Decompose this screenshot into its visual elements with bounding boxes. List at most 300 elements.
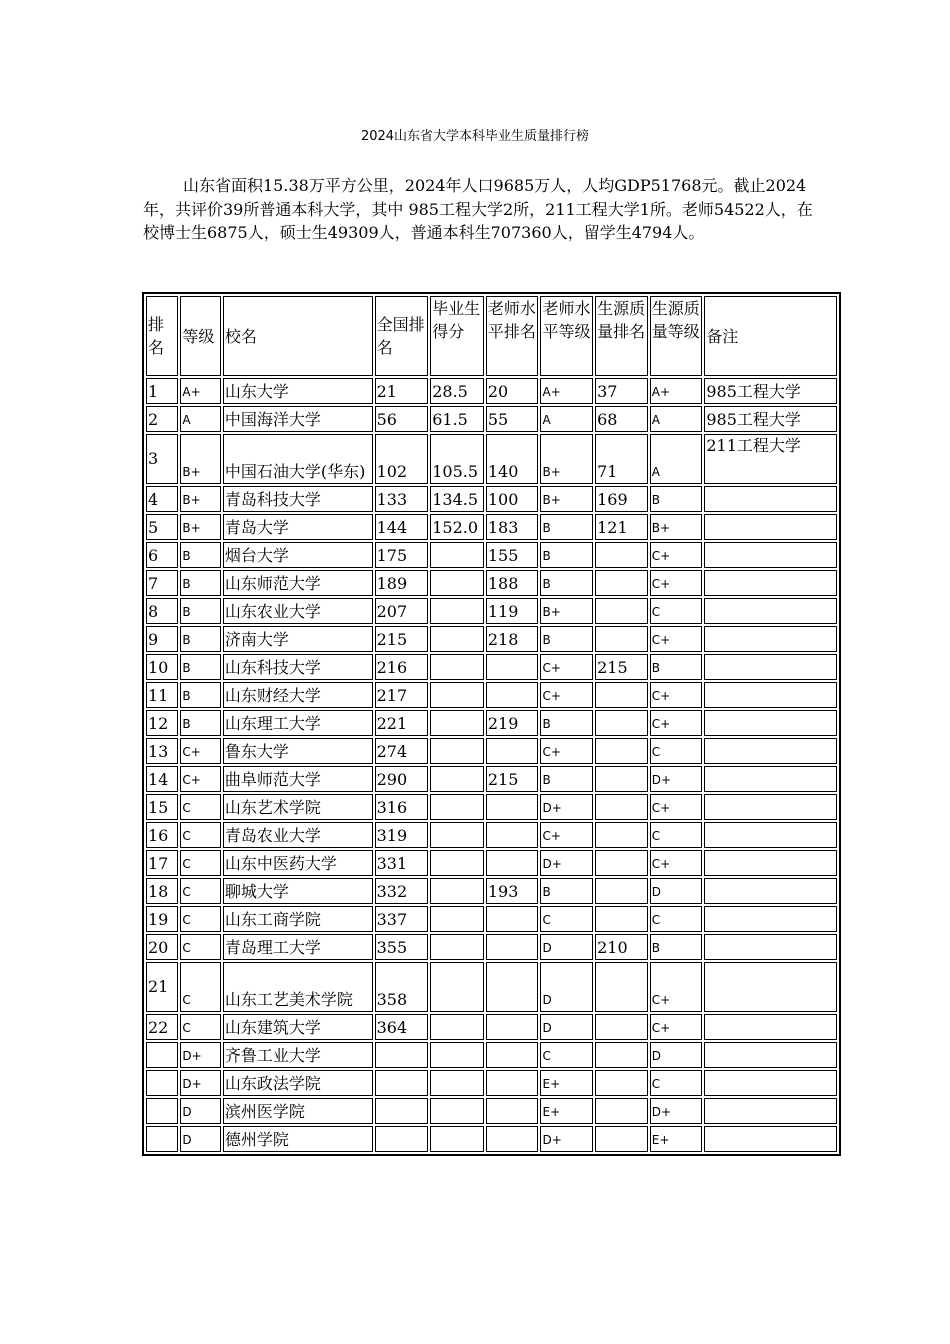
table-cell	[704, 626, 837, 652]
table-cell: 169	[595, 486, 648, 512]
table-row	[146, 654, 837, 680]
table-cell	[595, 1126, 648, 1152]
table-cell: 济南大学	[223, 626, 373, 652]
table-cell: B	[180, 710, 220, 736]
table-row	[146, 514, 837, 540]
table-cell	[704, 1042, 837, 1068]
table-cell: 山东政法学院	[223, 1070, 373, 1096]
table-cell	[430, 570, 484, 596]
table-cell	[704, 962, 837, 1012]
table-cell	[430, 542, 484, 568]
table-cell	[595, 1070, 648, 1096]
table-cell: 山东工商学院	[223, 906, 373, 932]
table-cell: 1	[146, 378, 178, 404]
table-cell: 189	[375, 570, 429, 596]
table-cell: 山东中医药大学	[223, 850, 373, 876]
table-cell	[486, 850, 539, 876]
table-cell	[704, 906, 837, 932]
table-cell: 中国石油大学(华东)	[223, 434, 373, 484]
table-cell: B+	[180, 434, 220, 484]
ranking-table-body	[146, 296, 837, 1152]
table-cell: 15	[146, 794, 178, 820]
table-cell: 364	[375, 1014, 429, 1040]
page-title: 2024山东省大学本科毕业生质量排行榜	[360, 129, 590, 144]
table-cell: 青岛理工大学	[223, 934, 373, 960]
table-cell	[595, 682, 648, 708]
table-row	[146, 682, 837, 708]
table-cell	[486, 1014, 539, 1040]
table-cell: D	[540, 934, 593, 960]
table-cell: 218	[486, 626, 539, 652]
table-cell	[430, 962, 484, 1012]
table-cell: 烟台大学	[223, 542, 373, 568]
table-cell	[595, 766, 648, 792]
table-cell: 210	[595, 934, 648, 960]
table-cell	[486, 1042, 539, 1068]
table-cell: 217	[375, 682, 429, 708]
table-cell: C+	[650, 794, 703, 820]
table-cell: B	[180, 682, 220, 708]
header-cell: 全国排名	[375, 296, 429, 376]
table-cell	[704, 794, 837, 820]
table-cell: C	[180, 878, 220, 904]
table-cell: 221	[375, 710, 429, 736]
table-cell: 19	[146, 906, 178, 932]
table-row	[146, 710, 837, 736]
header-cell: 等级	[180, 296, 220, 376]
table-cell: D	[650, 878, 703, 904]
table-cell	[704, 1126, 837, 1152]
table-cell	[430, 626, 484, 652]
table-row	[146, 570, 837, 596]
table-cell: D	[540, 1014, 593, 1040]
table-cell	[430, 850, 484, 876]
table-cell: 331	[375, 850, 429, 876]
table-cell	[430, 1126, 484, 1152]
table-cell: B	[180, 598, 220, 624]
table-cell: 齐鲁工业大学	[223, 1042, 373, 1068]
table-cell	[375, 1126, 429, 1152]
table-cell: B+	[650, 514, 703, 540]
table-row	[146, 738, 837, 764]
table-cell: 7	[146, 570, 178, 596]
table-cell	[375, 1098, 429, 1124]
table-cell: 山东科技大学	[223, 654, 373, 680]
table-cell: 207	[375, 598, 429, 624]
table-cell: A	[650, 434, 703, 484]
intro-paragraph: 山东省面积15.38万平方公里，2024年人口9685万人，人均GDP51768元。截止2024年，共评价39所普通本科大学，其中 985工程大学2所，211工程大学1所。老师54522人，在校博士生6875人，硕士生49309人，普通本科生707360人，留学生4794人。	[143, 176, 813, 242]
table-cell: C+	[650, 682, 703, 708]
table-cell: 219	[486, 710, 539, 736]
table-cell: B+	[540, 486, 593, 512]
table-cell: A	[180, 406, 220, 432]
table-cell: 274	[375, 738, 429, 764]
table-cell	[146, 1098, 178, 1124]
table-cell	[595, 906, 648, 932]
table-cell	[595, 570, 648, 596]
table-cell: 山东大学	[223, 378, 373, 404]
table-row	[146, 766, 837, 792]
table-cell	[430, 710, 484, 736]
table-cell: 6	[146, 542, 178, 568]
table-cell: C	[180, 850, 220, 876]
table-cell	[486, 794, 539, 820]
header-cell: 校名	[223, 296, 373, 376]
table-cell: 68	[595, 406, 648, 432]
table-cell: 152.0	[430, 514, 484, 540]
table-cell: D+	[650, 1098, 703, 1124]
table-cell	[430, 906, 484, 932]
table-cell: B+	[540, 598, 593, 624]
table-cell: 56	[375, 406, 429, 432]
header-cell: 备注	[704, 296, 837, 376]
table-cell: 4	[146, 486, 178, 512]
table-row	[146, 878, 837, 904]
table-cell	[486, 934, 539, 960]
table-cell: 215	[486, 766, 539, 792]
table-cell: C	[180, 962, 220, 1012]
header-cell: 老师水平排名	[486, 296, 539, 376]
table-cell	[430, 766, 484, 792]
table-cell	[595, 710, 648, 736]
header-cell: 毕业生得分	[430, 296, 484, 376]
table-row	[146, 486, 837, 512]
table-cell: B	[540, 570, 593, 596]
table-cell: D+	[540, 1126, 593, 1152]
table-cell: 德州学院	[223, 1126, 373, 1152]
table-cell: 211工程大学	[704, 434, 837, 484]
table-row	[146, 1126, 837, 1152]
table-cell: B	[650, 934, 703, 960]
table-cell: 聊城大学	[223, 878, 373, 904]
table-row	[146, 906, 837, 932]
table-cell: 14	[146, 766, 178, 792]
table-cell: A+	[180, 378, 220, 404]
table-cell: C+	[650, 626, 703, 652]
table-cell: 山东师范大学	[223, 570, 373, 596]
table-cell: B	[650, 486, 703, 512]
table-cell: C	[650, 598, 703, 624]
table-cell	[704, 766, 837, 792]
table-cell: C	[650, 1070, 703, 1096]
table-cell	[704, 850, 837, 876]
table-cell: 71	[595, 434, 648, 484]
table-cell	[486, 654, 539, 680]
table-cell	[704, 1098, 837, 1124]
table-cell: 55	[486, 406, 539, 432]
table-cell: C+	[180, 738, 220, 764]
table-cell: B+	[540, 434, 593, 484]
table-cell	[595, 598, 648, 624]
table-row	[146, 378, 837, 404]
table-cell: 215	[375, 626, 429, 652]
table-cell: C+	[650, 962, 703, 1012]
table-cell: B	[540, 710, 593, 736]
table-cell	[704, 514, 837, 540]
table-row	[146, 598, 837, 624]
table-cell: 18	[146, 878, 178, 904]
table-cell: B	[540, 878, 593, 904]
table-cell: 985工程大学	[704, 406, 837, 432]
table-cell: 183	[486, 514, 539, 540]
table-cell: 121	[595, 514, 648, 540]
table-cell	[430, 654, 484, 680]
table-cell	[704, 822, 837, 848]
table-cell: 青岛农业大学	[223, 822, 373, 848]
table-cell	[704, 1014, 837, 1040]
table-cell: D+	[650, 766, 703, 792]
table-cell	[704, 598, 837, 624]
table-cell: C	[540, 906, 593, 932]
table-cell: C+	[180, 766, 220, 792]
table-cell: 16	[146, 822, 178, 848]
table-cell: C	[180, 794, 220, 820]
table-cell: 358	[375, 962, 429, 1012]
table-cell: 3	[146, 434, 178, 484]
table-cell: C	[180, 822, 220, 848]
table-cell: 山东建筑大学	[223, 1014, 373, 1040]
table-cell: 20	[486, 378, 539, 404]
table-row	[146, 1098, 837, 1124]
table-cell: C	[650, 822, 703, 848]
table-cell: 21	[375, 378, 429, 404]
table-cell	[704, 934, 837, 960]
table-cell	[486, 738, 539, 764]
table-cell: 2	[146, 406, 178, 432]
table-cell	[486, 1070, 539, 1096]
table-cell	[595, 1042, 648, 1068]
table-cell	[486, 962, 539, 1012]
table-cell: 鲁东大学	[223, 738, 373, 764]
table-cell: C+	[650, 542, 703, 568]
table-cell: C+	[650, 570, 703, 596]
header-cell: 老师水平等级	[540, 296, 593, 376]
table-cell	[430, 1042, 484, 1068]
table-cell: B+	[180, 514, 220, 540]
table-cell: 21	[146, 962, 178, 1012]
table-cell: B	[180, 570, 220, 596]
table-cell	[704, 570, 837, 596]
table-cell: D	[180, 1098, 220, 1124]
table-cell	[595, 822, 648, 848]
table-row	[146, 542, 837, 568]
table-cell	[486, 906, 539, 932]
table-cell: 216	[375, 654, 429, 680]
table-cell: 100	[486, 486, 539, 512]
table-cell: 193	[486, 878, 539, 904]
table-cell	[595, 542, 648, 568]
table-cell: C+	[540, 654, 593, 680]
table-header-row	[146, 296, 837, 376]
table-cell: 青岛大学	[223, 514, 373, 540]
table-cell	[430, 682, 484, 708]
table-cell: C+	[650, 850, 703, 876]
table-cell: 8	[146, 598, 178, 624]
table-cell: 105.5	[430, 434, 484, 484]
header-cell: 生源质量排名	[595, 296, 648, 376]
table-cell	[146, 1070, 178, 1096]
table-cell: 175	[375, 542, 429, 568]
table-cell	[146, 1126, 178, 1152]
table-row	[146, 934, 837, 960]
table-cell: 12	[146, 710, 178, 736]
table-cell: 山东工艺美术学院	[223, 962, 373, 1012]
table-cell	[704, 1070, 837, 1096]
table-cell: 曲阜师范大学	[223, 766, 373, 792]
table-cell: C+	[540, 682, 593, 708]
table-cell	[704, 710, 837, 736]
ranking-table-frame	[142, 292, 841, 1156]
table-cell: 332	[375, 878, 429, 904]
table-cell: B	[540, 626, 593, 652]
table-cell: B	[540, 766, 593, 792]
table-cell: 山东财经大学	[223, 682, 373, 708]
table-cell: A	[540, 406, 593, 432]
table-cell	[375, 1042, 429, 1068]
table-cell: 37	[595, 378, 648, 404]
table-cell	[486, 1098, 539, 1124]
table-cell: A+	[650, 378, 703, 404]
header-cell: 生源质量等级	[650, 296, 703, 376]
table-cell: C	[650, 906, 703, 932]
table-cell: B	[650, 654, 703, 680]
table-cell: C	[650, 738, 703, 764]
table-cell: 102	[375, 434, 429, 484]
table-cell: 144	[375, 514, 429, 540]
table-row	[146, 1042, 837, 1068]
table-cell: 青岛科技大学	[223, 486, 373, 512]
table-cell: 337	[375, 906, 429, 932]
table-cell: 5	[146, 514, 178, 540]
table-cell: 22	[146, 1014, 178, 1040]
table-cell	[704, 878, 837, 904]
table-cell	[486, 822, 539, 848]
table-cell	[430, 822, 484, 848]
table-cell: E+	[540, 1098, 593, 1124]
table-cell	[430, 934, 484, 960]
table-row	[146, 406, 837, 432]
table-cell: 28.5	[430, 378, 484, 404]
table-cell: B	[540, 514, 593, 540]
ranking-table	[144, 294, 839, 1154]
table-cell: C	[180, 1014, 220, 1040]
table-cell: 133	[375, 486, 429, 512]
table-cell	[595, 794, 648, 820]
table-cell: 61.5	[430, 406, 484, 432]
table-cell	[704, 738, 837, 764]
table-cell	[430, 1070, 484, 1096]
table-cell: C+	[650, 1014, 703, 1040]
table-row	[146, 434, 837, 484]
table-cell: 140	[486, 434, 539, 484]
table-cell: C	[180, 906, 220, 932]
table-cell: D	[650, 1042, 703, 1068]
table-cell: A+	[540, 378, 593, 404]
table-cell	[430, 598, 484, 624]
table-cell: A	[650, 406, 703, 432]
table-cell: C	[540, 1042, 593, 1068]
table-cell: 9	[146, 626, 178, 652]
table-cell	[430, 1098, 484, 1124]
table-cell	[595, 850, 648, 876]
table-cell: 中国海洋大学	[223, 406, 373, 432]
table-row	[146, 1070, 837, 1096]
table-cell: E+	[540, 1070, 593, 1096]
table-cell: D+	[540, 850, 593, 876]
table-row	[146, 1014, 837, 1040]
table-cell: C+	[540, 822, 593, 848]
table-cell: 319	[375, 822, 429, 848]
table-cell	[430, 1014, 484, 1040]
table-cell: C+	[540, 738, 593, 764]
table-cell: 13	[146, 738, 178, 764]
table-cell: D	[180, 1126, 220, 1152]
table-cell	[486, 682, 539, 708]
table-cell	[486, 1126, 539, 1152]
table-cell	[704, 682, 837, 708]
table-cell	[704, 486, 837, 512]
table-cell: 20	[146, 934, 178, 960]
table-cell: B	[540, 542, 593, 568]
table-cell: D+	[540, 794, 593, 820]
table-cell: 山东理工大学	[223, 710, 373, 736]
table-cell: 985工程大学	[704, 378, 837, 404]
table-cell: 188	[486, 570, 539, 596]
table-row	[146, 822, 837, 848]
table-cell: 11	[146, 682, 178, 708]
table-row	[146, 962, 837, 1012]
table-cell	[595, 878, 648, 904]
table-cell	[430, 794, 484, 820]
table-cell: B	[180, 654, 220, 680]
table-cell: D+	[180, 1070, 220, 1096]
table-cell	[704, 654, 837, 680]
table-cell	[595, 1098, 648, 1124]
table-cell: 山东艺术学院	[223, 794, 373, 820]
table-cell: 290	[375, 766, 429, 792]
table-cell: D+	[180, 1042, 220, 1068]
table-cell: 155	[486, 542, 539, 568]
table-cell: D	[540, 962, 593, 1012]
table-cell	[595, 1014, 648, 1040]
table-cell	[146, 1042, 178, 1068]
table-cell: 17	[146, 850, 178, 876]
table-cell	[595, 738, 648, 764]
table-cell	[595, 962, 648, 1012]
table-cell: 134.5	[430, 486, 484, 512]
table-cell	[430, 738, 484, 764]
table-cell: B+	[180, 486, 220, 512]
table-cell: 355	[375, 934, 429, 960]
table-row	[146, 794, 837, 820]
table-row	[146, 626, 837, 652]
table-cell	[704, 542, 837, 568]
table-row	[146, 850, 837, 876]
table-cell: C	[180, 934, 220, 960]
table-cell: 10	[146, 654, 178, 680]
table-cell	[430, 878, 484, 904]
table-cell: C+	[650, 710, 703, 736]
table-cell: 119	[486, 598, 539, 624]
table-cell: E+	[650, 1126, 703, 1152]
table-cell: B	[180, 626, 220, 652]
table-cell: B	[180, 542, 220, 568]
table-cell	[375, 1070, 429, 1096]
table-cell: 215	[595, 654, 648, 680]
table-cell	[595, 626, 648, 652]
table-cell: 山东农业大学	[223, 598, 373, 624]
header-cell: 排名	[146, 296, 178, 376]
